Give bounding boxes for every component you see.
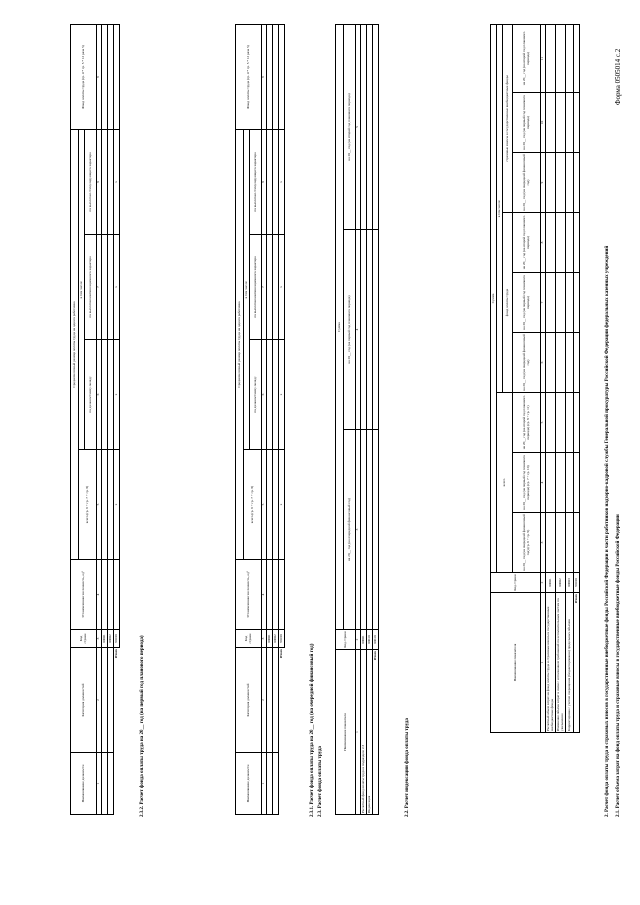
- cell[interactable]: [546, 213, 556, 273]
- cell[interactable]: [574, 93, 580, 153]
- cell[interactable]: [574, 453, 580, 513]
- col-4-header: на 20__ год (на первый год планового периода): [344, 230, 356, 430]
- total-label: Итого: [114, 648, 120, 753]
- col-number: 6: [97, 340, 102, 450]
- table-row: [566, 24, 574, 732]
- cell[interactable]: [546, 333, 556, 393]
- cell[interactable]: [556, 273, 566, 333]
- col-fund-header: Фонд оплаты труда (гр. 4 * гр. 5 * 12 раза 5): [71, 24, 97, 129]
- col-comp-header: по выплатам компенсационного характера: [85, 235, 97, 340]
- col-salary-header: по должностному окладу: [250, 340, 262, 450]
- cell[interactable]: [373, 25, 379, 230]
- cell[interactable]: [574, 24, 580, 92]
- cell[interactable]: [546, 513, 556, 573]
- col-number: 6: [262, 340, 267, 450]
- col-number: 4: [262, 560, 267, 630]
- col-number: 2: [262, 648, 267, 753]
- col-number: 2: [541, 573, 546, 593]
- col-10-header: на 20__ год (на первый год планового периода): [513, 93, 541, 153]
- cell[interactable]: [574, 153, 580, 213]
- x-mark: x: [279, 340, 285, 450]
- col-5-header: на 20__ год (на второй год планового периода) (гр. 8 + гр. 11): [513, 393, 541, 453]
- cell[interactable]: [566, 333, 574, 393]
- section-2-title: 2. Расчет фонда оплаты труда и страховых взносов в государственные внебюджетные фонды Российской Федерации и части работников надзорно-кадровой службы Генеральной прокуратуры Российской Федерации федеральных казенных учреждений: [605, 245, 610, 817]
- table-total-row: [574, 24, 580, 732]
- col-code-header: Код строки: [71, 630, 97, 648]
- col-cat-header: Категория должностей: [71, 648, 97, 753]
- col-7-header: на 20__ год (на первый год планового периода): [513, 273, 541, 333]
- cell[interactable]: [546, 24, 556, 92]
- table-fot-year-1: [235, 24, 285, 815]
- col-fund-header: Фонд оплаты труда (гр. 4 * гр. 5 * 12 раза 5): [236, 24, 262, 129]
- col-number: 2: [356, 630, 361, 650]
- table-total-row: [279, 24, 285, 814]
- col-salary-header: по должностному окладу: [85, 340, 97, 450]
- col-name-header: Наименование должности: [236, 753, 262, 815]
- cell[interactable]: [546, 273, 556, 333]
- form-number: Форма 0505014 с.2: [614, 48, 622, 105]
- cell[interactable]: [546, 153, 556, 213]
- row-code: 00002: [108, 630, 114, 648]
- col-number: 8: [541, 213, 546, 273]
- total-label: Итого: [279, 648, 285, 753]
- cell[interactable]: [556, 213, 566, 273]
- x-mark: x: [279, 129, 285, 234]
- col-sum-header: Сумма: [336, 25, 344, 630]
- col-number: 9: [97, 24, 102, 129]
- col-cat-header: Категория должностей: [236, 648, 262, 753]
- row-name: Расчетный объем затрат на фонд оплаты труда и страховые взносы в государственные внебюджетные фонды: [546, 593, 556, 733]
- row-code: 00001: [102, 630, 108, 648]
- col-number: 1: [262, 753, 267, 815]
- col-9-header: на 20__ год (на очередной финансовый год): [513, 153, 541, 213]
- col-name-header: Наименование показателя: [336, 650, 356, 815]
- total-code: 00010: [373, 630, 379, 650]
- total-label: Итого: [373, 650, 379, 815]
- total-label: Итого: [574, 593, 580, 733]
- col-number: 1: [541, 593, 546, 733]
- section-2-2-title: 2.2. Расчет индексации фонда оплаты труда: [405, 718, 410, 817]
- col-number: 5: [262, 450, 267, 560]
- col-number: 3: [541, 513, 546, 573]
- col-number: 2: [97, 648, 102, 753]
- col-name-header: Наименование должности: [71, 753, 97, 815]
- table-total-row: [373, 25, 379, 815]
- x-mark: x: [114, 235, 120, 340]
- cell[interactable]: [556, 513, 566, 573]
- col-number: 5: [541, 393, 546, 453]
- cell[interactable]: [566, 93, 574, 153]
- col-ins-header: страховые взносы в государственные внебюджетные фонды: [503, 24, 513, 212]
- cell[interactable]: [546, 93, 556, 153]
- cell[interactable]: [574, 273, 580, 333]
- col-code-header: Код строки: [336, 630, 356, 650]
- cell[interactable]: [566, 513, 574, 573]
- row-code: 00001: [546, 573, 556, 593]
- total-code: 90100: [574, 573, 580, 593]
- cell[interactable]: [556, 453, 566, 513]
- table-fot-insurance: [490, 24, 580, 733]
- cell[interactable]: [556, 24, 566, 92]
- col-number: 9: [541, 153, 546, 213]
- col-total-header: всего (гр. 6 + гр. 7 + гр. 8): [79, 450, 97, 560]
- cell[interactable]: [566, 453, 574, 513]
- x-mark: x: [114, 340, 120, 450]
- col-3-header: на 20__ год (на очередной финансовый год) (гр. 6 + гр. 9): [513, 513, 541, 573]
- section-2-1-title: 2.1. Расчет объема затрат на фонд оплаты труда и страховые взносы в государственные внебюджетные фонды Российской Федерации: [616, 514, 621, 817]
- cell[interactable]: [574, 513, 580, 573]
- col-3-header: на 20__ год (на очередной финансовый год): [344, 430, 356, 630]
- row-code: 00003: [566, 573, 574, 593]
- row-name: Корректировка с учетом сокращения (бюджетирования) предельных объемов: [566, 593, 574, 733]
- col-number: 5: [97, 450, 102, 560]
- col-number: 4: [97, 560, 102, 630]
- table-row: [546, 24, 556, 732]
- table-total-row: [114, 24, 120, 814]
- cell[interactable]: [574, 393, 580, 453]
- col-number: 8: [97, 129, 102, 234]
- col-number: 1: [356, 650, 361, 815]
- row-name: Индексация: [367, 650, 373, 815]
- col-num-header: Установленная численность, ед²: [71, 560, 97, 630]
- col-number: 5: [356, 25, 361, 230]
- row-name: Изменение объема затрат в связи с исполнением требований по исполнительным листам по увольнению: [556, 593, 566, 733]
- col-code-header: Код строки: [236, 630, 262, 648]
- row-code: 00010: [367, 630, 373, 650]
- x-mark: x: [279, 450, 285, 560]
- col-number: 1: [97, 753, 102, 815]
- col-total-header: всего: [497, 393, 513, 573]
- x-mark: x: [114, 450, 120, 560]
- total-code: 90100: [114, 630, 120, 648]
- cell[interactable]: [556, 153, 566, 213]
- total-code: 90100: [279, 630, 285, 648]
- cell[interactable]: [566, 393, 574, 453]
- section-2-3-2-title: 2.3.2. Расчет фонда оплаты труда на 20__ год (на первый год планового периода): [140, 635, 145, 817]
- cell[interactable]: [556, 333, 566, 393]
- col-5-header: на 20__ год (на второй год планового периода): [344, 25, 356, 230]
- table-indexation: [335, 24, 379, 815]
- col-6-header: на 20__ год (на очередной финансовый год): [513, 333, 541, 393]
- row-code: 00001: [361, 630, 367, 650]
- col-incl-header: в том числе:: [79, 129, 85, 449]
- col-fot-header: фонд оплаты труда: [503, 213, 513, 393]
- row-code: 00001: [267, 630, 273, 648]
- col-number: 4: [541, 453, 546, 513]
- cell[interactable]: [546, 453, 556, 513]
- col-4-header: на 20__ год (на первый год планового периода) (гр. 7 + гр. 10): [513, 453, 541, 513]
- cell[interactable]: [556, 393, 566, 453]
- col-avg-header: Среднемесячный размер оплаты труда на одного работника: [236, 129, 244, 559]
- col-avg-header: Среднемесячный размер оплаты труда на одного работника: [71, 129, 79, 559]
- col-number: 3: [97, 630, 102, 648]
- row-code: 00002: [273, 630, 279, 648]
- cell[interactable]: [566, 24, 574, 92]
- col-num-header: Установленная численность, ед²: [236, 560, 262, 630]
- col-number: 3: [262, 630, 267, 648]
- row-name: Расчетный фонд оплаты труда в подразделе 2.3: [361, 650, 367, 815]
- col-number: 11: [541, 24, 546, 92]
- col-stim-header: по выплатам стимулирующего характера: [85, 129, 97, 234]
- cell[interactable]: [556, 93, 566, 153]
- col-incl-header: в том числе:: [244, 129, 250, 449]
- col-number: 10: [541, 93, 546, 153]
- col-number: 3: [356, 430, 361, 630]
- table-row: [556, 24, 566, 732]
- col-number: 7: [97, 235, 102, 340]
- cell[interactable]: [373, 430, 379, 630]
- x-mark: x: [114, 129, 120, 234]
- col-number: 4: [356, 230, 361, 430]
- col-number: 9: [262, 24, 267, 129]
- section-2-3-1-title: 2.3.1. Расчет фонда оплаты труда на 20__ год (на очередной финансовый год): [310, 643, 315, 817]
- col-comp-header: по выплатам компенсационного характера: [250, 235, 262, 340]
- cell[interactable]: [373, 230, 379, 430]
- cell[interactable]: [279, 24, 285, 129]
- col-8-header: на 20__ год (на второй год планового периода): [513, 213, 541, 273]
- cell[interactable]: [279, 560, 285, 630]
- col-stim-header: по выплатам стимулирующего характера: [250, 129, 262, 234]
- cell[interactable]: [574, 333, 580, 393]
- table-fot-year-2: [70, 24, 120, 815]
- cell[interactable]: [566, 273, 574, 333]
- col-code-header: Код строки: [491, 573, 541, 593]
- x-mark: x: [279, 235, 285, 340]
- cell[interactable]: [574, 213, 580, 273]
- col-number: 7: [262, 235, 267, 340]
- col-number: 8: [262, 129, 267, 234]
- col-11-header: на 20__ год (на второй год планового периода): [513, 24, 541, 92]
- section-2-3-title: 2.3. Расчет фонда оплаты труда: [318, 746, 323, 817]
- col-number: 7: [541, 273, 546, 333]
- col-number: 6: [541, 333, 546, 393]
- col-sum-header: Сумма: [491, 24, 497, 572]
- cell[interactable]: [114, 560, 120, 630]
- cell[interactable]: [566, 153, 574, 213]
- row-code: 00002: [556, 573, 566, 593]
- cell[interactable]: [114, 24, 120, 129]
- col-incl-header: в том числе:: [497, 24, 503, 392]
- col-total-header: всего (гр. 6 + гр. 7 + гр. 8): [244, 450, 262, 560]
- cell[interactable]: [566, 213, 574, 273]
- cell[interactable]: [546, 393, 556, 453]
- col-name-header: Наименование показателя: [491, 593, 541, 733]
